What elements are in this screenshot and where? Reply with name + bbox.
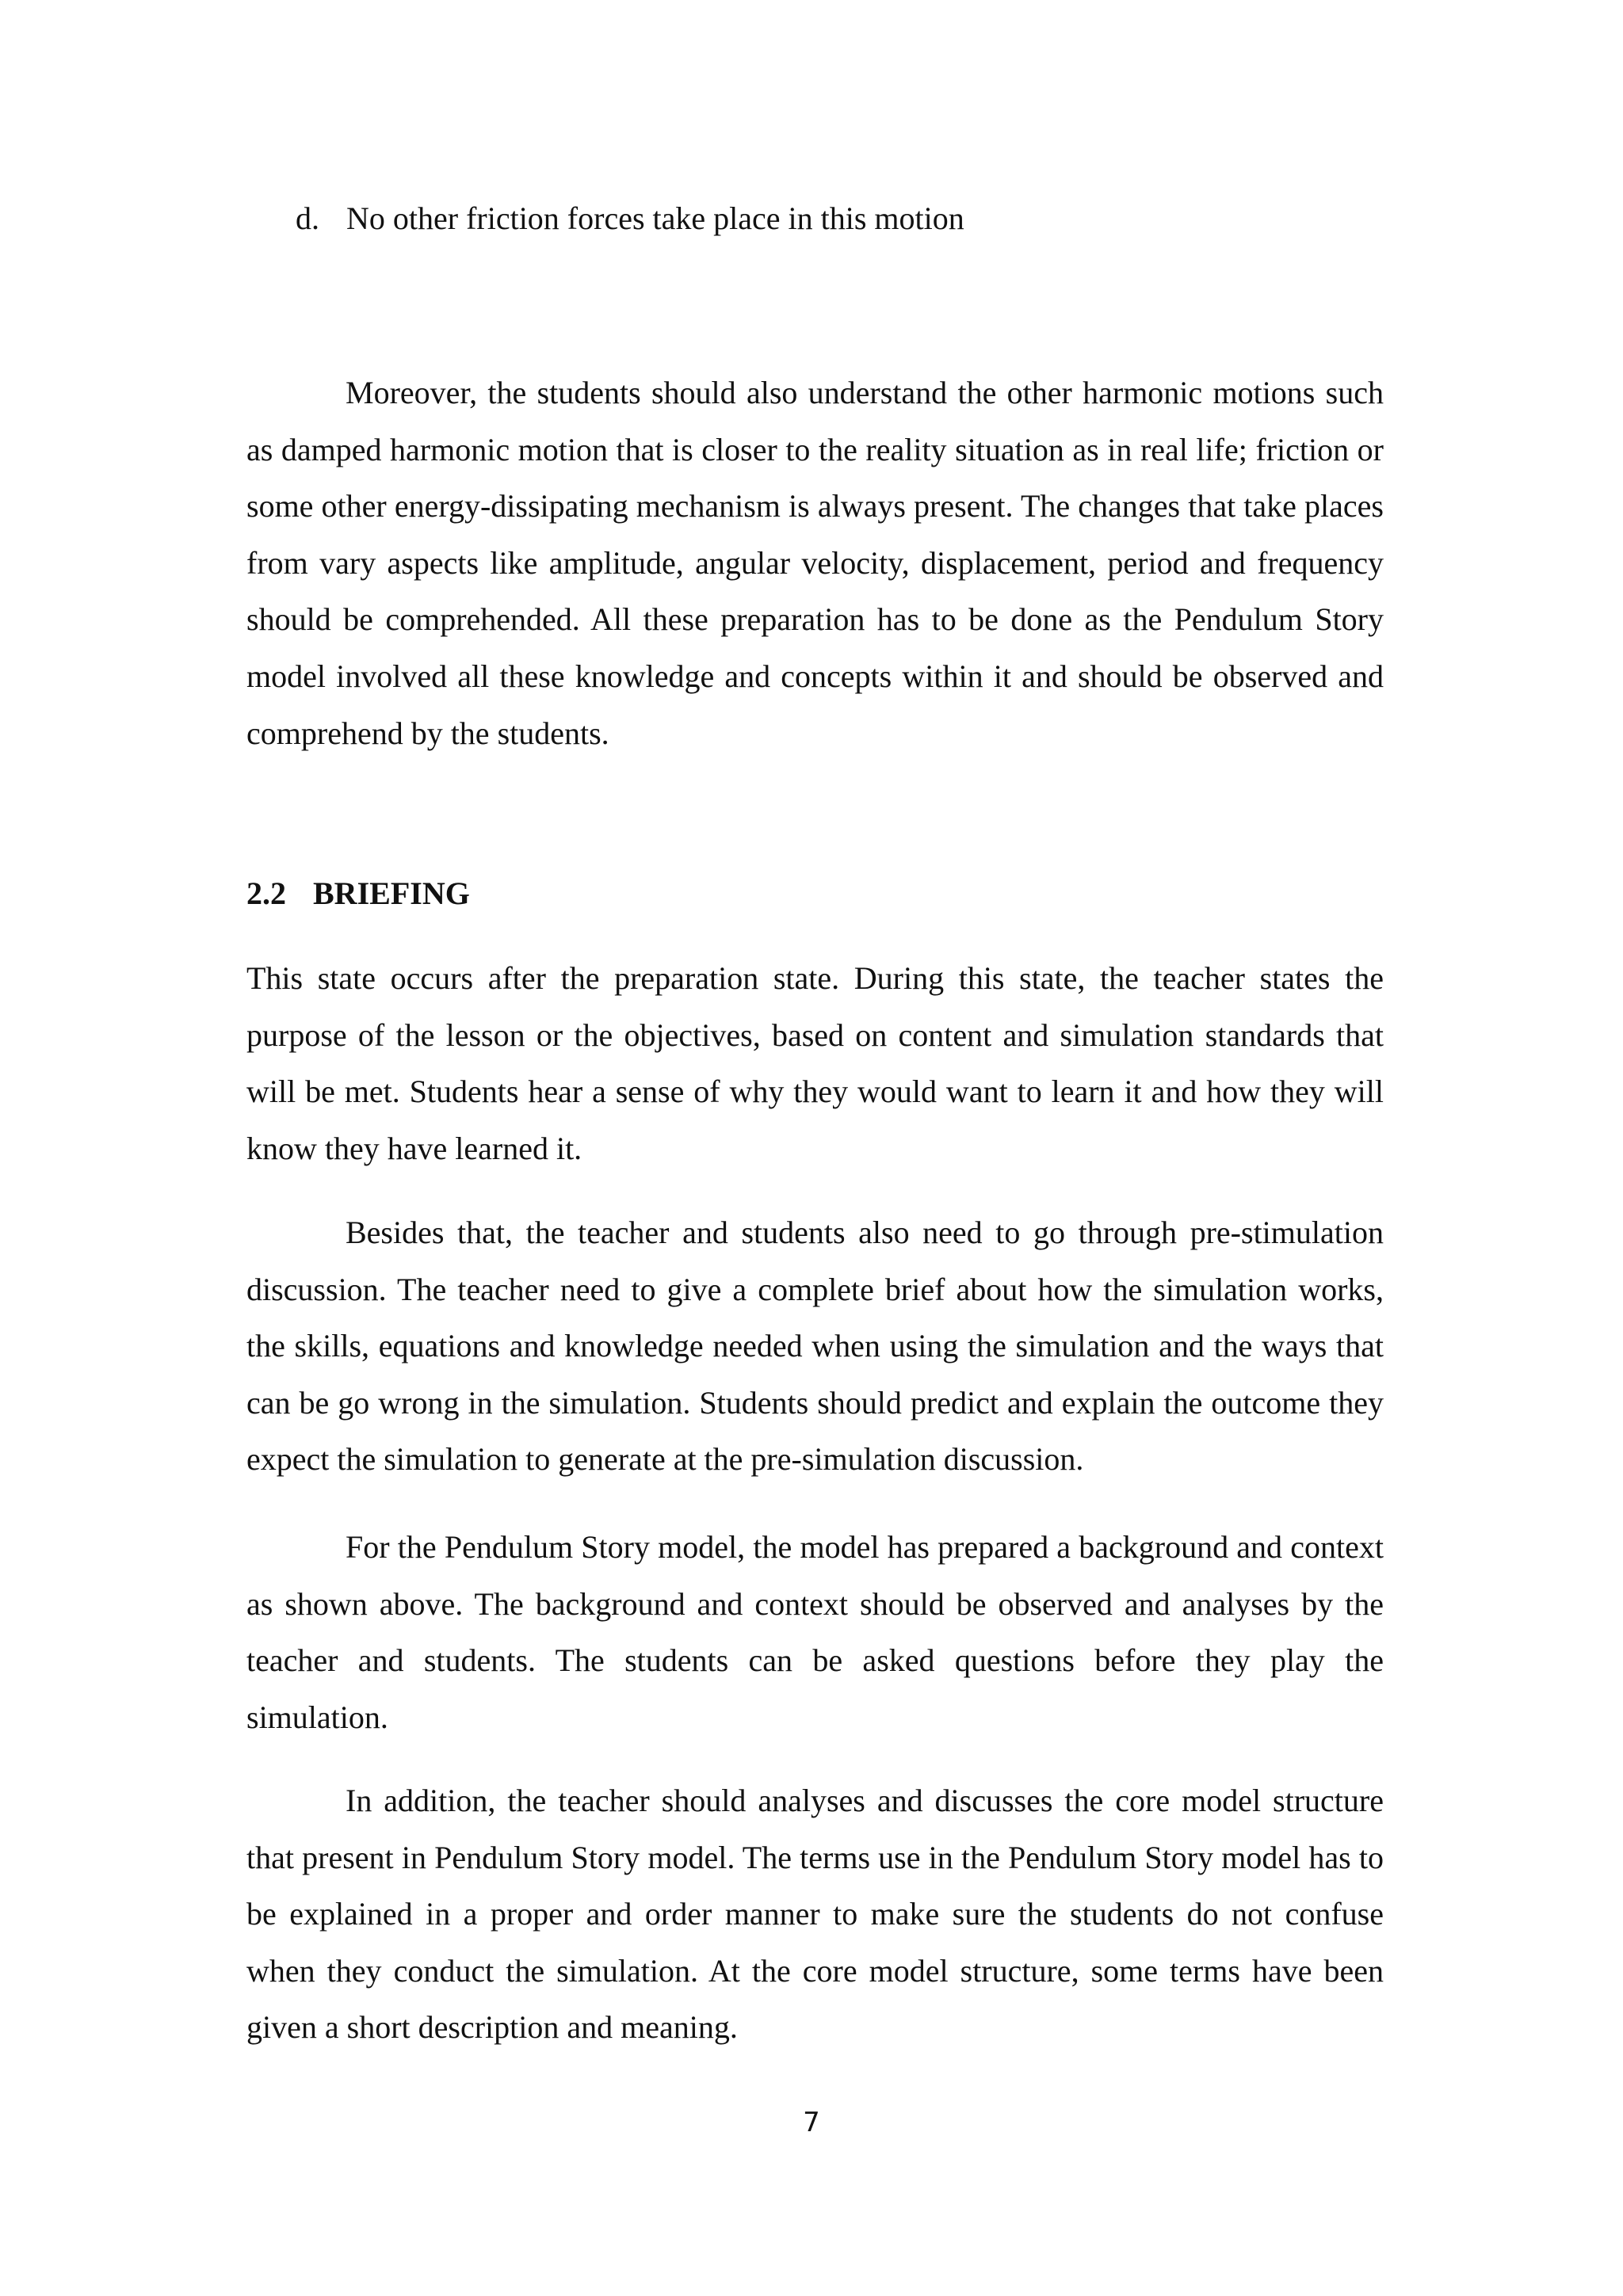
paragraph-pendulum-context: For the Pendulum Story model, the model has prepared a background and context as shown above. The background and context should be observed and analyses by the teacher and students. The students can be asked questions before they play the simulation. — [246, 1529, 1384, 1735]
list-marker: d. — [296, 200, 319, 236]
paragraph-pre-simulation: Besides that, the teacher and students also need to go through pre-stimulation discussion. The teacher need to give a complete brief about how the simulation works, the skills, equations and knowledge needed when using the simulation and the ways that can be go wrong in the simulation. Students should predict and explain the outcome they expect the simulation to generate at the pre-simulation discussion. — [246, 1215, 1384, 1478]
list-item-d — [296, 196, 964, 241]
list-item-text: No other friction forces take place in this motion — [346, 200, 964, 236]
paragraph-briefing-intro: This state occurs after the preparation state. During this state, the teacher states the purpose of the lesson or the objectives, based on content and simulation standards that will be met. Students hear a sense of why they would want to learn it and how they will know they have learned it. — [246, 960, 1384, 1166]
section-number: 2.2 — [246, 875, 286, 911]
section-heading — [246, 871, 470, 916]
section-title: BRIEFING — [313, 875, 470, 911]
paragraph-harmonic-motions: Moreover, the students should also understand the other harmonic motions such as damped harmonic motion that is closer to the reality situation as in real life; friction or some other energy-dissipating mechanism is always present. The changes that take places from vary aspects like amplitude, angular velocity, displacement, period and frequency should be comprehended. All these preparation has to be done as the Pendulum Story model involved all these knowledge and concepts within it and should be observed and comprehend by the students. — [246, 375, 1384, 751]
page-number: 7 — [803, 2107, 820, 2138]
paragraph-core-model: In addition, the teacher should analyses and discusses the core model structure that present in Pendulum Story model. The terms use in the Pendulum Story model has to be explained in a proper and order manner to make sure the students do not confuse when they conduct the simulation. At the core model structure, some terms have been given a short description and meaning. — [246, 1783, 1384, 2046]
